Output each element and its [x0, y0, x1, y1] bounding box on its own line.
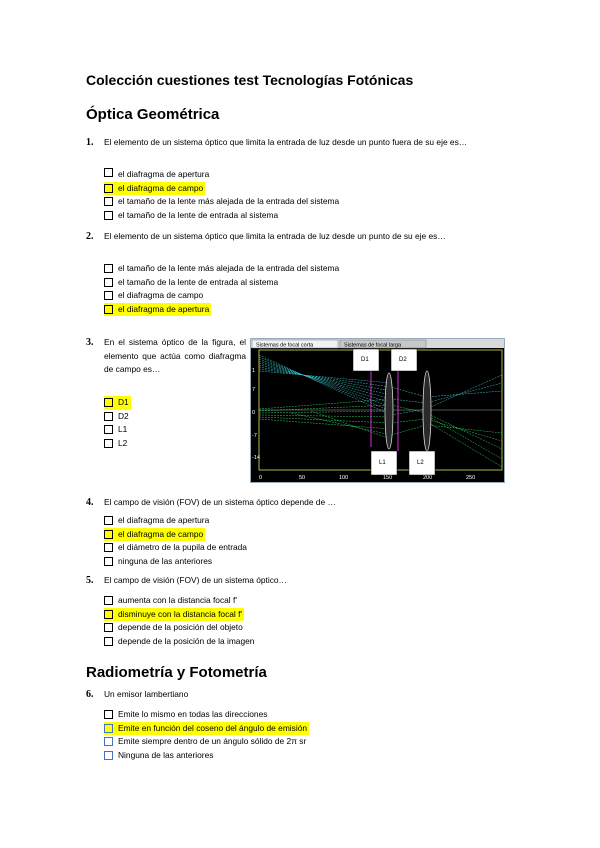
option-label: el diafragma de apertura	[118, 515, 210, 525]
checkbox[interactable]	[104, 543, 113, 552]
checkbox[interactable]	[104, 211, 113, 220]
checkbox[interactable]	[104, 291, 113, 300]
option-label: disminuye con la distancia focal f'	[118, 608, 243, 619]
option-label: Ninguna de las anteriores	[118, 749, 214, 760]
y-tick-label: 1	[252, 368, 256, 374]
option-label: el tamaño de la lente más alejada de la entrada del sistema	[118, 263, 340, 273]
option-label: Emite en función del coseno del ángulo de emisión	[118, 722, 308, 733]
figure-tab-long-focal[interactable]: Sistemas de focal larga	[344, 342, 402, 349]
checkbox[interactable]	[104, 610, 113, 619]
option-label: el tamaño de la lente de entrada al sistema	[118, 209, 279, 220]
figure-label-d1: D1	[361, 357, 369, 363]
option-row[interactable]	[104, 708, 309, 722]
checkbox[interactable]	[104, 710, 113, 719]
option-label: el tamaño de la lente de entrada al sistema	[118, 276, 279, 287]
checkbox[interactable]	[104, 557, 113, 566]
question-text: En el sistema óptico de la figura, el elemento que actúa como diafragma de campo es…	[104, 337, 246, 374]
option-row[interactable]	[104, 608, 254, 622]
option-label: L1	[118, 424, 128, 434]
option-row[interactable]	[104, 423, 131, 437]
question-number: 1.	[86, 137, 94, 148]
x-tick-label: 150	[383, 475, 393, 481]
question-2-options	[104, 262, 339, 316]
highlight	[104, 182, 205, 196]
checkbox[interactable]	[104, 751, 113, 760]
option-label: el tamaño de la lente más alejada de la entrada del sistema	[118, 196, 340, 206]
question-text: Un emisor lambertiano	[104, 689, 189, 699]
highlight	[104, 396, 131, 410]
checkbox[interactable]	[104, 425, 113, 434]
question-text: El campo de visión (FOV) de un sistema óptico…	[104, 575, 287, 585]
question-text: El campo de visión (FOV) de un sistema óptico depende de …	[104, 497, 336, 507]
checkbox[interactable]	[104, 412, 113, 421]
ray-fan-cyan	[259, 355, 502, 415]
y-tick-label: 0	[252, 410, 256, 416]
option-row[interactable]	[104, 195, 339, 209]
question-number: 4.	[86, 497, 94, 508]
figure-tab-short-focal[interactable]: Sistemas de focal corta	[256, 342, 314, 349]
option-row[interactable]	[104, 514, 247, 528]
option-label: el diafragma de campo	[118, 528, 204, 539]
option-label: Emite lo mismo en todas las direcciones	[118, 709, 268, 719]
checkbox[interactable]	[104, 278, 113, 287]
checkbox[interactable]	[104, 439, 113, 448]
option-label: ninguna de las anteriores	[118, 555, 213, 566]
option-row[interactable]	[104, 621, 254, 635]
question-text: El elemento de un sistema óptico que limita la entrada de luz desde un punto fuera de su eje es…	[104, 137, 468, 147]
checkbox[interactable]	[104, 596, 113, 605]
option-row[interactable]	[104, 749, 309, 763]
option-label: el diámetro de la pupila de entrada	[118, 542, 247, 552]
section-title-optics: Óptica Geométrica	[86, 106, 220, 123]
option-row[interactable]	[104, 262, 339, 276]
option-row[interactable]	[104, 735, 309, 749]
option-label: el diafragma de apertura	[118, 303, 210, 314]
checkbox[interactable]	[104, 305, 113, 314]
question-number: 3.	[86, 337, 94, 348]
option-row[interactable]	[104, 541, 247, 555]
checkbox[interactable]	[104, 724, 113, 733]
lens-l2	[423, 371, 431, 451]
option-row[interactable]	[104, 528, 247, 542]
option-row[interactable]	[104, 555, 247, 569]
figure-label-l1: L1	[379, 460, 386, 466]
option-wrap	[104, 168, 118, 182]
checkbox[interactable]	[104, 398, 113, 407]
option-row[interactable]	[104, 396, 131, 410]
option-label: el diafragma de campo	[118, 290, 204, 300]
y-tick-label: -14	[252, 455, 260, 461]
option-row[interactable]	[104, 722, 309, 736]
question-6-options	[104, 708, 309, 762]
lens-l1	[385, 373, 393, 449]
figure-label-l2: L2	[417, 460, 424, 466]
option-row[interactable]	[104, 410, 131, 424]
option-label: depende de la posición del objeto	[118, 622, 243, 632]
option-label: L2	[118, 437, 128, 448]
option-row[interactable]	[104, 168, 339, 182]
x-tick-label: 0	[259, 475, 263, 481]
option-label: el diafragma de apertura	[118, 169, 210, 179]
option-label: Emite siempre dentro de un ángulo sólido de 2π sr	[118, 736, 307, 746]
y-tick-label: -7	[252, 433, 257, 439]
option-row[interactable]	[104, 276, 339, 290]
checkbox[interactable]	[104, 184, 113, 193]
option-row[interactable]	[104, 303, 339, 317]
option-label: D2	[118, 410, 129, 421]
highlight	[104, 608, 244, 622]
question-5	[86, 574, 516, 588]
option-row[interactable]	[104, 209, 339, 223]
checkbox[interactable]	[104, 623, 113, 632]
question-5-options	[104, 594, 254, 648]
option-label: aumenta con la distancia focal f'	[118, 595, 237, 605]
option-label: depende de la posición de la imagen	[118, 635, 255, 646]
question-text: El elemento de un sistema óptico que limita la entrada de luz desde un punto de su eje es…	[104, 231, 446, 241]
checkbox[interactable]	[104, 737, 113, 746]
checkbox[interactable]	[104, 516, 113, 525]
x-tick-label: 100	[339, 475, 349, 481]
x-tick-label: 200	[423, 475, 433, 481]
question-4	[86, 496, 516, 510]
option-row[interactable]	[104, 594, 254, 608]
checkbox[interactable]	[104, 637, 113, 646]
question-4-options	[104, 514, 247, 568]
checkbox[interactable]	[104, 264, 113, 273]
y-tick-label: 7	[252, 387, 256, 393]
checkbox[interactable]	[104, 197, 113, 206]
optical-system-figure	[250, 338, 505, 483]
checkbox[interactable]	[104, 168, 113, 177]
x-tick-label: 50	[299, 475, 306, 481]
section-title-radiometry: Radiometría y Fotometría	[86, 664, 267, 681]
option-row[interactable]	[104, 635, 254, 649]
question-number: 6.	[86, 689, 94, 700]
question-2	[86, 230, 516, 244]
checkbox[interactable]	[104, 530, 113, 539]
option-row[interactable]	[104, 289, 339, 303]
question-1-options	[104, 168, 339, 222]
highlight	[104, 528, 205, 542]
question-6	[86, 688, 516, 702]
figure-label-d2: D2	[399, 357, 407, 363]
document-title: Colección cuestiones test Tecnologías Fotónicas	[86, 72, 414, 88]
option-label: el diafragma de campo	[118, 182, 204, 193]
question-1	[86, 136, 516, 150]
x-tick-label: 250	[466, 475, 476, 481]
highlight	[104, 303, 211, 317]
option-row[interactable]	[104, 182, 339, 196]
question-number: 5.	[86, 575, 94, 586]
highlight	[104, 722, 309, 736]
question-3	[86, 336, 246, 377]
question-number: 2.	[86, 231, 94, 242]
option-label: D1	[118, 397, 129, 407]
option-row[interactable]	[104, 437, 131, 451]
question-3-options	[104, 396, 131, 450]
